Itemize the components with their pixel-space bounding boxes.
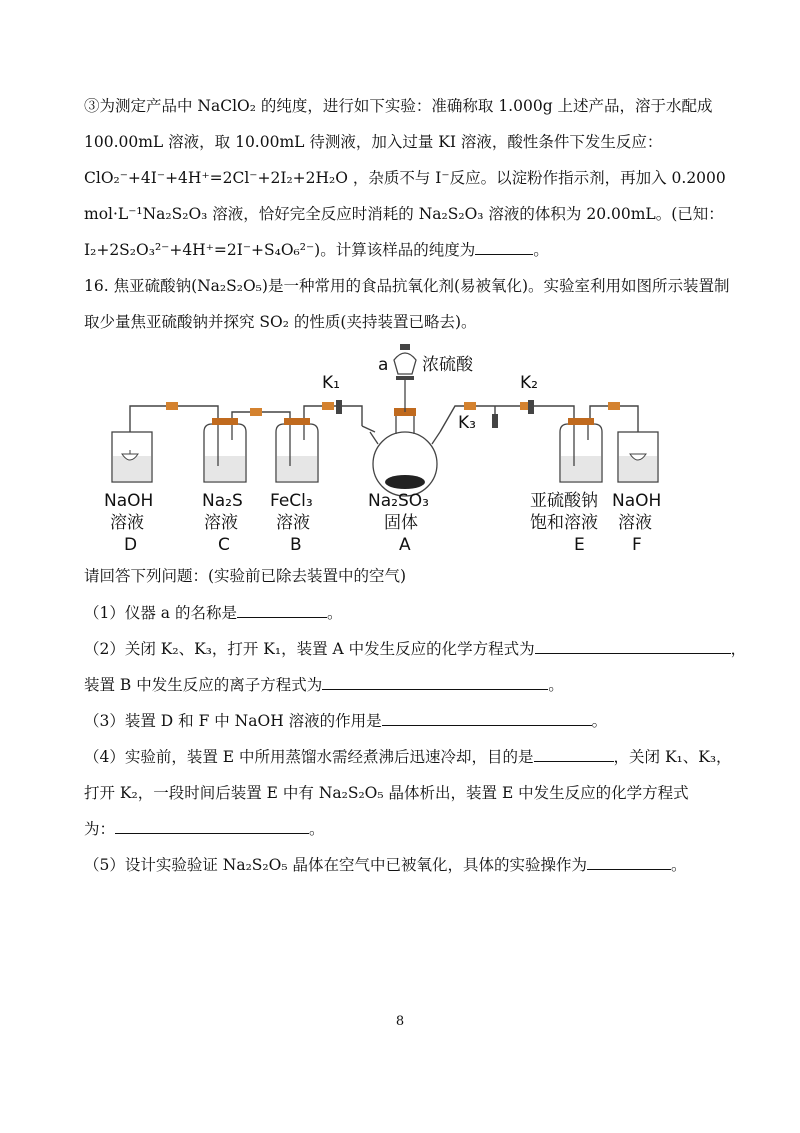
q5-text: （5）设计实验验证 Na₂S₂O₅ 晶体在空气中已被氧化，具体的实验操作为 [84, 856, 587, 874]
e-solution: 饱和溶液 [530, 513, 598, 533]
q1-end: 。 [326, 604, 343, 622]
q16-intro1: 16. 焦亚硫酸钠(Na₂S₂O₅)是一种常用的食品抗氧化剂(易被氧化)。实验室利用如图所示装置制 [84, 277, 730, 295]
q5-wrap [84, 855, 724, 875]
d-letter: D [124, 535, 138, 555]
q4-text: （4）实验前，装置 E 中所用蒸馏水需经煮沸后迅速冷却，目的是 [84, 748, 534, 766]
q2-line2 [84, 675, 724, 695]
q1-answer-blank[interactable] [237, 603, 327, 618]
q4-end: 。 [309, 820, 325, 838]
q5-answer-blank[interactable] [587, 855, 671, 870]
a-letter: A [399, 535, 411, 555]
a-reagent: Na₂SO₃ [368, 491, 429, 511]
c-solution: 溶液 [204, 513, 238, 533]
part3-line2-wrap [84, 132, 724, 152]
q16-prompt: 请回答下列问题：(实验前已除去装置中的空气) [84, 567, 407, 585]
d-solution: 溶液 [110, 513, 144, 533]
q2-line2-wrap [84, 675, 724, 695]
q16-intro1-wrap [84, 276, 730, 296]
q4-line1-wrap [84, 747, 732, 767]
q1-text: （1）仪器 a 的名称是 [84, 604, 237, 622]
k3-label: K₃ [458, 413, 476, 433]
b-reagent: FeCl₃ [270, 491, 313, 511]
k1-label: K₁ [322, 373, 340, 393]
part3-line4-wrap [84, 204, 724, 224]
e-reagent: 亚硫酸钠 [530, 491, 598, 511]
tube-a-to-flask-left [362, 426, 375, 432]
q2-line1 [84, 639, 747, 659]
apparatus-diagram [100, 340, 680, 560]
e-letter: E [574, 535, 585, 555]
q5-end: 。 [671, 856, 687, 874]
part3-line2: 100.00mL 溶液，取 10.00mL 待测液，加入过量 KI 溶液，酸性条件下发生反应： [84, 133, 663, 151]
part3-line5-end: 。 [533, 241, 549, 259]
q2-end: 。 [548, 676, 564, 694]
page-number: 8 [395, 1014, 405, 1029]
q4-line3-wrap [84, 819, 724, 839]
q3 [84, 711, 724, 731]
q4-line3 [84, 819, 724, 839]
q16-intro2-wrap [84, 312, 724, 332]
k3-valve [492, 414, 498, 428]
q16-intro2: 取少量焦亚硫酸钠并探究 SO₂ 的性质(夹持装置已略去)。 [84, 313, 477, 331]
q16-prompt-wrap [84, 566, 724, 586]
vessel-c [204, 418, 246, 482]
part3-line4: mol·L⁻¹Na₂S₂O₃ 溶液，恰好完全反应时消耗的 Na₂S₂O₃ 溶液的体积为 20.00mL。(已知： [84, 205, 724, 223]
f-reagent: NaOH [612, 491, 662, 511]
part3-line5-text: I₂+2S₂O₃²⁻+4H⁺=2I⁻+S₄O₆²⁻)。计算该样品的纯度为 [84, 241, 476, 259]
q3-wrap [84, 711, 724, 731]
q5 [84, 855, 724, 875]
part3-block [84, 96, 724, 116]
q4-purpose-blank[interactable] [534, 747, 614, 762]
part3-line3-wrap [84, 168, 724, 188]
q3-text: （3）装置 D 和 F 中 NaOH 溶液的作用是 [84, 712, 382, 730]
q4-line2: 打开 K₂，一段时间后装置 E 中有 Na₂S₂O₅ 晶体析出，装置 E 中发生反应的化学方程式 [84, 784, 689, 802]
q3-answer-blank[interactable] [382, 711, 592, 726]
q2-line1-wrap [84, 639, 747, 659]
q2-line2-text: 装置 B 中发生反应的离子方程式为 [84, 676, 323, 694]
q2-ionic-blank[interactable] [322, 675, 548, 690]
q1 [84, 603, 724, 623]
q4-line3-text: 为： [84, 820, 116, 838]
purity-answer-blank[interactable] [475, 240, 533, 255]
part3-line5 [84, 240, 724, 260]
funnel-label: a [378, 355, 389, 375]
q2-comma: ， [730, 640, 747, 658]
q1-wrap [84, 603, 724, 623]
q4-line2-wrap [84, 783, 724, 803]
vessel-b [276, 418, 318, 482]
q4-equation-blank[interactable] [115, 819, 309, 834]
c-letter: C [218, 535, 230, 555]
a-state: 固体 [384, 513, 418, 533]
q3-end: 。 [591, 712, 608, 730]
q4-line1 [84, 747, 732, 767]
c-reagent: Na₂S [202, 491, 243, 511]
part3-line1: ③为测定产品中 NaClO₂ 的纯度，进行如下实验：准确称取 1.000g 上述产品，溶于水配成 [84, 97, 713, 115]
b-letter: B [290, 535, 302, 555]
q4-valves: ，关闭 K₁、K₃， [613, 748, 732, 766]
vessel-d [112, 432, 152, 482]
k2-label: K₂ [520, 373, 538, 393]
q2-text: （2）关闭 K₂、K₃，打开 K₁，装置 A 中发生反应的化学方程式为 [84, 640, 535, 658]
acid-label: 浓硫酸 [422, 355, 473, 375]
part3-line5-wrap [84, 240, 724, 260]
f-solution: 溶液 [618, 513, 652, 533]
b-solution: 溶液 [276, 513, 310, 533]
f-letter: F [632, 535, 642, 555]
k1-valve [336, 400, 342, 414]
q2-equation-blank[interactable] [535, 639, 731, 654]
part3-line3: ClO₂⁻+4I⁻+4H⁺=2Cl⁻+2I₂+2H₂O ，杂质不与 I⁻反应。以淀粉作指示剂，再加入 0.2000 [84, 169, 726, 187]
d-reagent: NaOH [104, 491, 154, 511]
vessel-e [560, 418, 602, 482]
k2-valve [528, 400, 534, 414]
vessel-f [618, 432, 658, 482]
